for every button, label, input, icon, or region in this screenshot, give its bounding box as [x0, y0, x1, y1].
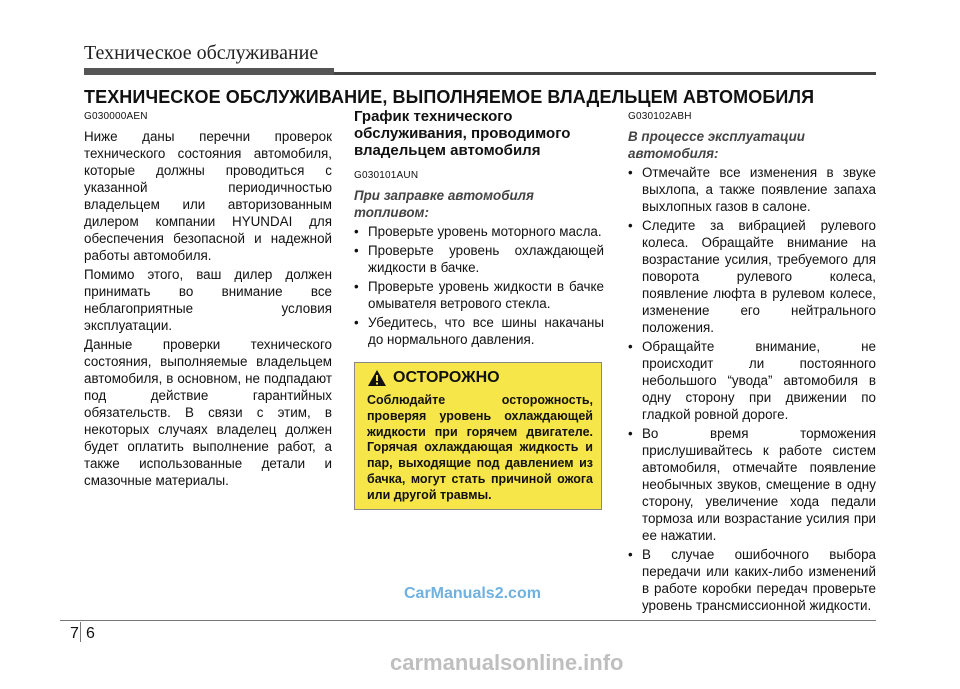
header-title: Техническое обслуживание: [84, 42, 319, 64]
list-item: • Убедитесь, что все шины накачаны до нормального давления.: [354, 314, 604, 348]
watermark-link[interactable]: CarManuals2.com: [404, 585, 541, 602]
section-subtitle: При заправке автомобиля топливом:: [354, 188, 534, 220]
list-item: • Обращайте внимание, не происходит ли постоянного небольшого “увода” автомобиля в одну сторону при движении по гладкой ровной дороге.: [628, 338, 876, 423]
section-code: G030101AUN: [354, 170, 419, 181]
warning-triangle-icon: [367, 369, 387, 387]
page-divider: [80, 622, 81, 642]
list-item: • Отмечайте все изменения в звуке выхлопа, а также появление запаха выхлопных газов в салоне.: [628, 164, 876, 215]
list-item: • Следите за вибрацией рулевого колеса. Обращайте внимание на возрастание усилия, требуемого для поворота рулевого колеса, появление люфта в рулевом колесе, изменение его нейтрального положения.: [628, 217, 876, 336]
page-rule: [60, 620, 876, 621]
warning-header: [367, 369, 500, 387]
header-rule: [334, 72, 876, 75]
column-schedule: [354, 108, 604, 350]
column-intro: [84, 108, 332, 491]
checklist: [354, 223, 604, 348]
paragraph: Данные проверки технического состояния, выполняемые владельцем автомобиля, в основном, не подпадают под действие гарантийных обязательств. В связи с этим, в некоторых случаях владелец должен будет оплатить выполнение работ, а также использованные детали и смазочные материалы.: [84, 337, 332, 488]
checklist: [628, 164, 876, 614]
chapter-number: 7: [70, 625, 79, 642]
paragraph: Помимо этого, ваш дилер должен принимать во внимание все неблагоприятные условия эксплуатации.: [84, 267, 332, 333]
section-code: G030000AEN: [84, 111, 148, 122]
main-title: ТЕХНИЧЕСКОЕ ОБСЛУЖИВАНИЕ, ВЫПОЛНЯЕМОЕ ВЛАДЕЛЬЦЕМ АВТОМОБИЛЯ: [84, 87, 815, 107]
section-code: G030102ABH: [628, 111, 692, 122]
warning-box: [354, 362, 602, 510]
page-number: 6: [86, 625, 95, 642]
list-item: • Проверьте уровень жидкости в бачке омывателя ветрового стекла.: [354, 278, 604, 312]
list-item: • В случае ошибочного выбора передачи или каких-либо изменений в работе коробки передач проверьте уровень трансмиссионной жидкости.: [628, 546, 876, 614]
warning-title: ОСТОРОЖНО: [393, 369, 500, 386]
list-item: • Во время торможения прислушивайтесь к работе систем автомобиля, отмечайте появление необычных звуков, смещение в одну сторону, увеличение хода педали тормоза или возрастание усилия при ее нажатии.: [628, 425, 876, 544]
paragraph: Ниже даны перечни проверок технического состояния автомобиля, которые должны проводиться с указанной периодичностью владельцем или авторизованным дилером компании HYUNDAI для обеспечения безопасной и надежной работы автомобиля.: [84, 129, 332, 263]
list-item: • Проверьте уровень моторного масла.: [354, 223, 604, 240]
section-subtitle: В процессе эксплуатации автомобиля:: [628, 129, 805, 161]
header-bar: [84, 68, 334, 75]
section-title: График технического обслуживания, проводимого владельцем автомобиля: [354, 108, 571, 159]
column-driving: [628, 108, 876, 616]
warning-text: Соблюдайте осторожность, проверяя уровень охлаждающей жидкости при горячем двигателе. Горячая охлаждающая жидкость и пар, выходящие под давлением из бачка, могут стать причиной ожога или другой травмы.: [367, 393, 593, 502]
watermark-footer: carmanualsonline.info: [390, 650, 624, 675]
list-item: • Проверьте уровень охлаждающей жидкости в бачке.: [354, 242, 604, 276]
